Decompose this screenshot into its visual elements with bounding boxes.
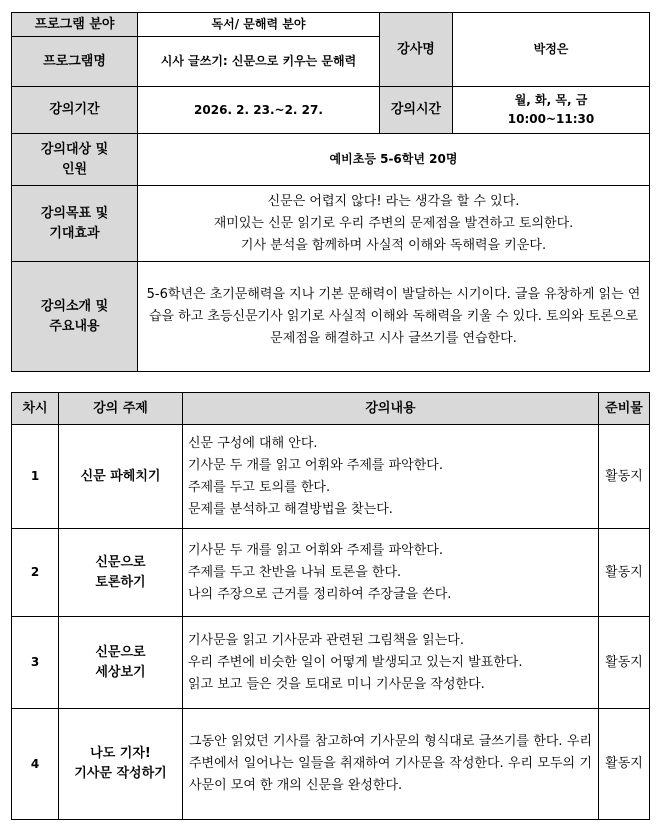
session-materials: 활동지 <box>599 617 650 709</box>
time-value <box>453 87 650 134</box>
goal-line: 재미있는 신문 읽기로 우리 주변의 문제점을 발견하고 토의한다. <box>213 215 574 231</box>
content-line: 우리 주변에 비슷한 일이 어떻게 발생되고 있는지 발표한다. <box>188 654 523 670</box>
instructor-value: 박정은 <box>453 13 650 87</box>
header-topic: 강의 주제 <box>59 393 183 425</box>
goals-label-line2: 기대효과 <box>49 225 100 241</box>
topic-line: 신문으로 <box>95 554 146 570</box>
program-name-value: 시사 글쓰기: 신문으로 키우는 문해력 <box>138 37 380 87</box>
goal-line: 신문은 어렵지 않다! 라는 생각을 할 수 있다. <box>267 193 520 209</box>
session-content <box>183 529 599 617</box>
table-row <box>12 709 650 820</box>
session-number: 1 <box>12 425 59 529</box>
goals-label-line1: 강의목표 및 <box>40 205 109 221</box>
content-line: 읽고 보고 들은 것을 토대로 미니 기사문을 작성한다. <box>188 676 485 692</box>
topic-line: 신문 파헤치기 <box>80 468 161 484</box>
period-value: 2026. 2. 23.~2. 27. <box>138 87 380 134</box>
table-row <box>12 529 650 617</box>
session-number: 4 <box>12 709 59 820</box>
session-number: 3 <box>12 617 59 709</box>
content-line: 기사문 두 개를 읽고 어휘와 주제를 파악한다. <box>188 457 443 473</box>
session-content: 그동안 읽었던 기사를 참고하여 기사문의 형식대로 글쓰기를 한다. 우리 주변에서 일어나는 일들을 취재하여 기사문을 작성한다. 우리 모두의 기사문이 모여 한 개의 신문을 완성한다. <box>183 709 599 820</box>
session-content <box>183 425 599 529</box>
session-materials: 활동지 <box>599 529 650 617</box>
program-field-value: 독서/ 문해력 분야 <box>138 13 380 37</box>
target-label-line1: 강의대상 및 <box>40 141 109 157</box>
content-line: 나의 주장으로 근거를 정리하여 주장글을 쓴다. <box>188 586 452 602</box>
intro-label <box>12 262 138 372</box>
topic-line: 세상보기 <box>95 664 146 680</box>
schedule-table <box>11 392 650 820</box>
content-line: 기사문 두 개를 읽고 어휘와 주제를 파악한다. <box>188 542 443 558</box>
intro-label-line2: 주요내용 <box>49 318 100 334</box>
session-topic <box>59 617 183 709</box>
session-topic <box>59 709 183 820</box>
session-number: 2 <box>12 529 59 617</box>
program-info-table <box>11 12 650 372</box>
goal-line: 기사 분석을 함께하며 사실적 이해와 독해력을 키운다. <box>240 237 547 253</box>
time-hours: 10:00~11:30 <box>507 112 595 126</box>
target-label-line2: 인원 <box>61 161 88 177</box>
goals-value <box>138 186 650 262</box>
table-row <box>12 425 650 529</box>
program-name-label: 프로그램명 <box>12 37 138 87</box>
header-materials: 준비물 <box>599 393 650 425</box>
time-days: 월, 화, 목, 금 <box>514 93 588 107</box>
period-label: 강의기간 <box>12 87 138 134</box>
session-materials: 활동지 <box>599 709 650 820</box>
content-line: 문제를 분석하고 해결방법을 찾는다. <box>188 501 393 517</box>
session-topic <box>59 529 183 617</box>
goals-label <box>12 186 138 262</box>
instructor-label: 강사명 <box>380 13 453 87</box>
header-content: 강의내용 <box>183 393 599 425</box>
topic-line: 신문으로 <box>95 644 146 660</box>
target-label <box>12 134 138 186</box>
content-line: 주제를 두고 토의를 한다. <box>188 479 331 495</box>
content-line: 주제를 두고 찬반을 나눠 토론을 한다. <box>188 564 402 580</box>
topic-line: 토론하기 <box>95 574 146 590</box>
intro-value: 5-6학년은 초기문해력을 지나 기본 문해력이 발달하는 시기이다. 글을 유창하게 읽는 연습을 하고 초등신문기사 읽기로 사실적 이해와 독해력을 키울 수 있다. 토의와 토론으로 문제점을 해결하고 시사 글쓰기를 연습한다. <box>138 262 650 372</box>
intro-label-line1: 강의소개 및 <box>40 298 109 314</box>
session-topic <box>59 425 183 529</box>
content-line: 기사문을 읽고 기사문과 관련된 그림책을 읽는다. <box>188 632 464 648</box>
session-content <box>183 617 599 709</box>
topic-line: 기사문 작성하기 <box>74 766 167 781</box>
target-value: 예비초등 5-6학년 20명 <box>138 134 650 186</box>
program-field-label: 프로그램 분야 <box>12 13 138 37</box>
header-session: 차시 <box>12 393 59 425</box>
session-materials: 활동지 <box>599 425 650 529</box>
content-line: 신문 구성에 대해 안다. <box>188 435 318 451</box>
topic-line: 나도 기자! <box>90 746 151 761</box>
time-label: 강의시간 <box>380 87 453 134</box>
table-row <box>12 617 650 709</box>
